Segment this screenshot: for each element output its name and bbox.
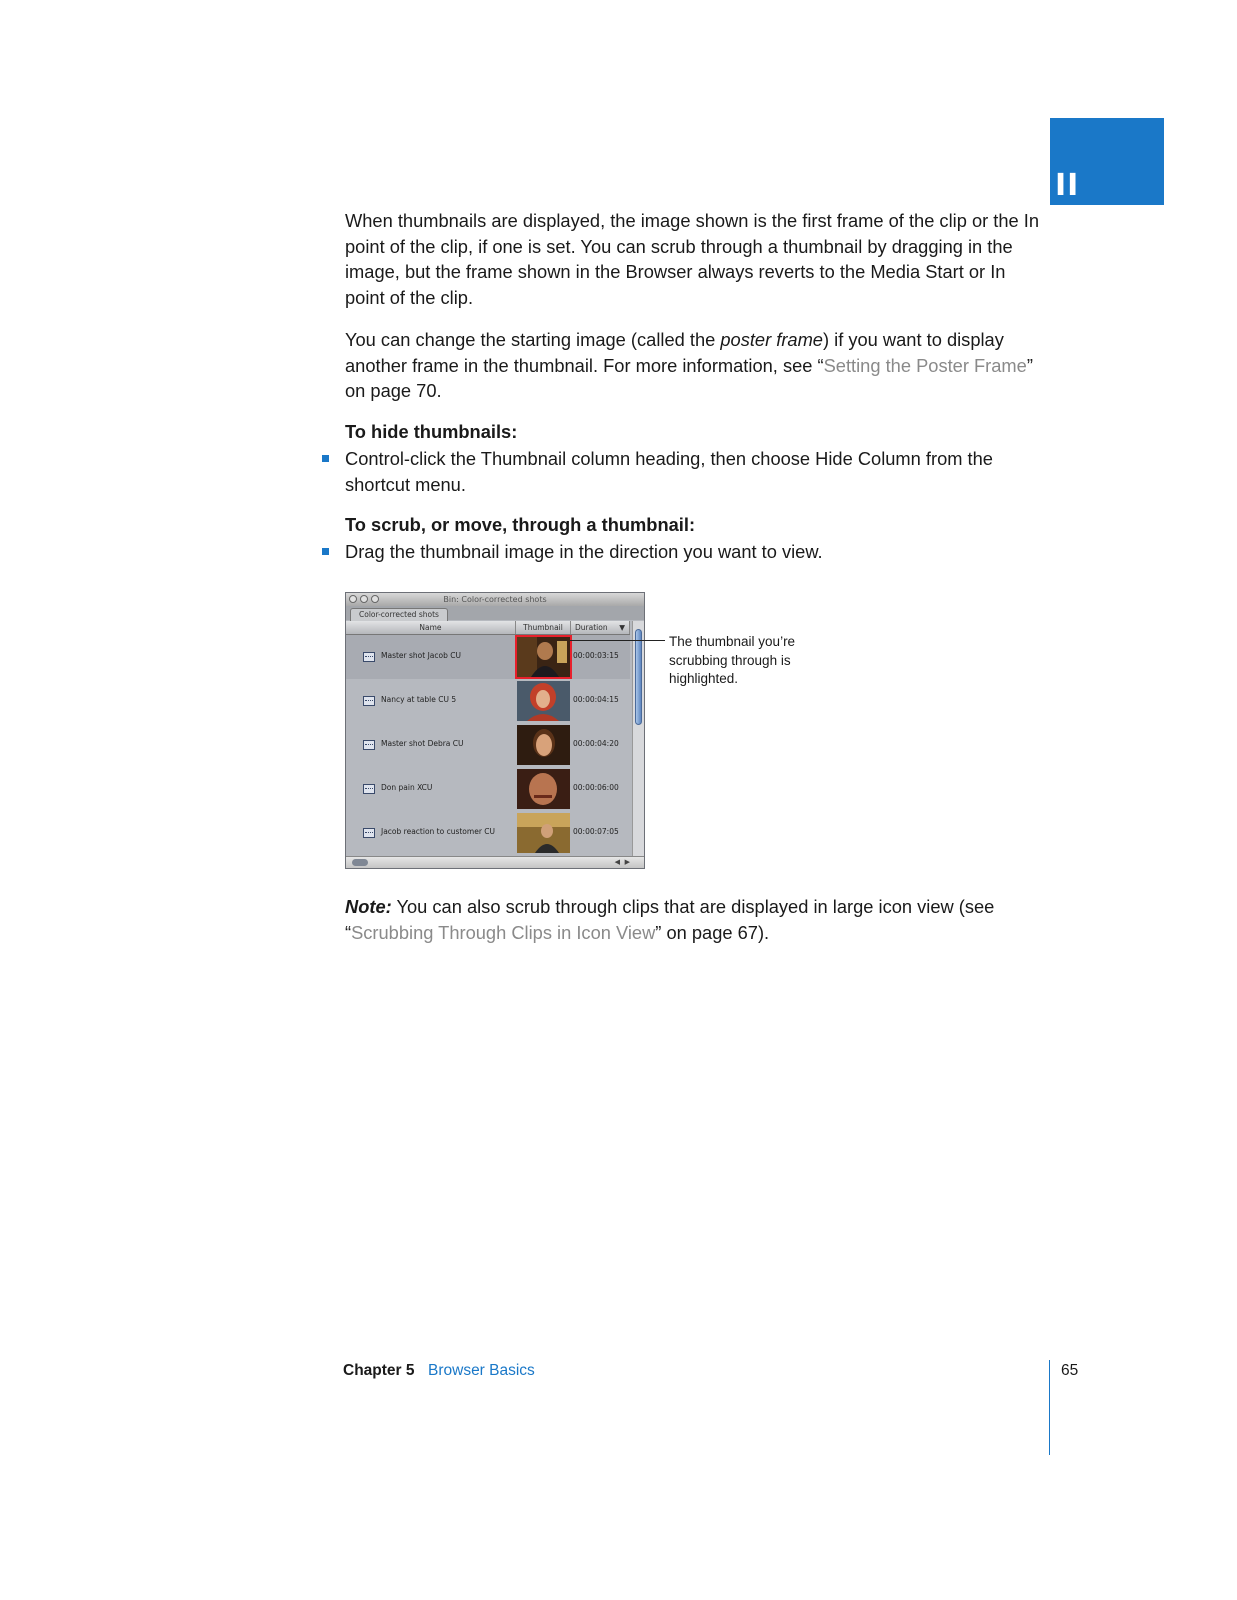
setting-poster-frame-link[interactable]: Setting the Poster Frame — [823, 354, 1027, 376]
scroll-left-arrow-icon[interactable]: ◀ — [614, 858, 620, 866]
clip-duration: 00:00:04:20 — [573, 739, 619, 748]
scrubbing-icon-view-link[interactable]: Scrubbing Through Clips in Icon View — [351, 921, 656, 943]
clip-icon — [363, 828, 375, 838]
table-row[interactable] — [346, 635, 630, 679]
bin-tab-row — [346, 606, 644, 620]
table-row[interactable] — [346, 679, 630, 723]
scrub-thumbnail-step-text: Drag the thumbnail image in the direction you want to view. — [345, 541, 823, 562]
scrub-thumbnail-step — [322, 539, 1052, 565]
duration-column-label: Duration — [575, 623, 608, 632]
vertical-scroll-thumb[interactable] — [635, 629, 642, 725]
hide-thumbnails-step — [322, 446, 1052, 497]
para2-text-c: ” on page 70. — [345, 354, 1033, 401]
clip-name: Don pain XCU — [381, 783, 433, 792]
bin-tab[interactable]: Color-corrected shots — [350, 608, 448, 621]
thumbnail-image — [517, 681, 570, 721]
clip-name: Jacob reaction to customer CU — [381, 827, 496, 836]
page-number: 65 — [1061, 1362, 1079, 1379]
window-title: Bin: Color-corrected shots — [443, 595, 547, 604]
clip-icon — [363, 696, 375, 706]
footer-divider — [1049, 1360, 1050, 1455]
window-titlebar — [346, 593, 644, 606]
clip-icon — [363, 784, 375, 794]
clip-name: Nancy at table CU 5 — [381, 695, 457, 704]
duration-column-heading[interactable] — [571, 621, 630, 634]
footer-chapter: Chapter 5 — [343, 1362, 415, 1379]
figure-callout: The thumbnail you’re scrubbing through is highlighted. — [669, 634, 796, 686]
thumbnail[interactable] — [517, 769, 570, 809]
para2-text-a: You can change the starting image (called the — [345, 329, 721, 350]
clip-icon — [363, 652, 375, 662]
horizontal-scroll-thumb[interactable] — [352, 859, 368, 866]
clip-duration: 00:00:07:05 — [573, 827, 619, 836]
table-row[interactable] — [346, 723, 630, 767]
table-row[interactable] — [346, 767, 630, 811]
note-text-a: You can also scrub through clips that are displayed in large icon view (see “ — [345, 896, 995, 943]
browser-bin-window-figure — [345, 592, 645, 869]
note-text-b: ” on page 67). — [655, 921, 770, 943]
thumbnail-image — [517, 769, 570, 809]
para2-text-b: ) if you want to display another frame in the thumbnail. For more information, see “ — [345, 329, 1004, 376]
callout-leader-line — [570, 640, 665, 641]
thumbnail-column-heading[interactable]: Thumbnail — [516, 621, 571, 634]
hide-thumbnails-step-text: Control-click the Thumbnail column heading, then choose Hide Column from the shortcut menu. — [345, 448, 993, 495]
bullet-square-icon — [322, 548, 329, 555]
bullet-square-icon — [322, 455, 329, 462]
vertical-scrollbar[interactable] — [632, 621, 644, 857]
thumbnail-image — [517, 637, 570, 677]
name-column-heading[interactable]: Name — [346, 621, 516, 634]
note-label: Note: — [345, 896, 392, 917]
hide-thumbnails-heading: To hide thumbnails: — [345, 421, 518, 442]
part-tab-label: II — [1055, 168, 1080, 203]
scroll-right-arrow-icon[interactable]: ▶ — [624, 858, 630, 866]
column-headings — [346, 621, 630, 635]
clip-icon — [363, 740, 375, 750]
footer-section-title: Browser Basics — [428, 1362, 535, 1379]
paragraph-thumbnails-displayed — [345, 208, 1050, 310]
thumbnail[interactable] — [517, 681, 570, 721]
part-tab — [1050, 118, 1164, 205]
thumbnail[interactable] — [517, 725, 570, 765]
clip-name: Master shot Debra CU — [381, 739, 464, 748]
clip-list — [346, 635, 630, 857]
clip-duration: 00:00:04:15 — [573, 695, 619, 704]
paragraph-1-text: When thumbnails are displayed, the image shown is the first frame of the clip or the In point of the clip, if one is set. You can scrub through a thumbnail by dragging in the image, but the frame shown in the Browser always reverts to the Media Start or In point of the clip. — [345, 210, 1040, 308]
thumbnail-image — [517, 725, 570, 765]
poster-frame-term: poster frame — [720, 329, 823, 350]
clip-duration: 00:00:06:00 — [573, 783, 619, 792]
note-paragraph — [345, 894, 1050, 945]
clip-duration: 00:00:03:15 — [573, 651, 619, 660]
horizontal-scrollbar[interactable] — [346, 856, 644, 868]
scrub-thumbnail-heading: To scrub, or move, through a thumbnail: — [345, 514, 696, 535]
thumbnail-highlighted[interactable] — [517, 637, 570, 677]
table-row[interactable] — [346, 811, 630, 855]
thumbnail-image — [517, 813, 570, 853]
sort-triangle-icon: ▼ — [619, 623, 625, 632]
paragraph-poster-frame — [345, 327, 1050, 404]
thumbnail[interactable] — [517, 813, 570, 853]
clip-name: Master shot Jacob CU — [381, 651, 461, 660]
